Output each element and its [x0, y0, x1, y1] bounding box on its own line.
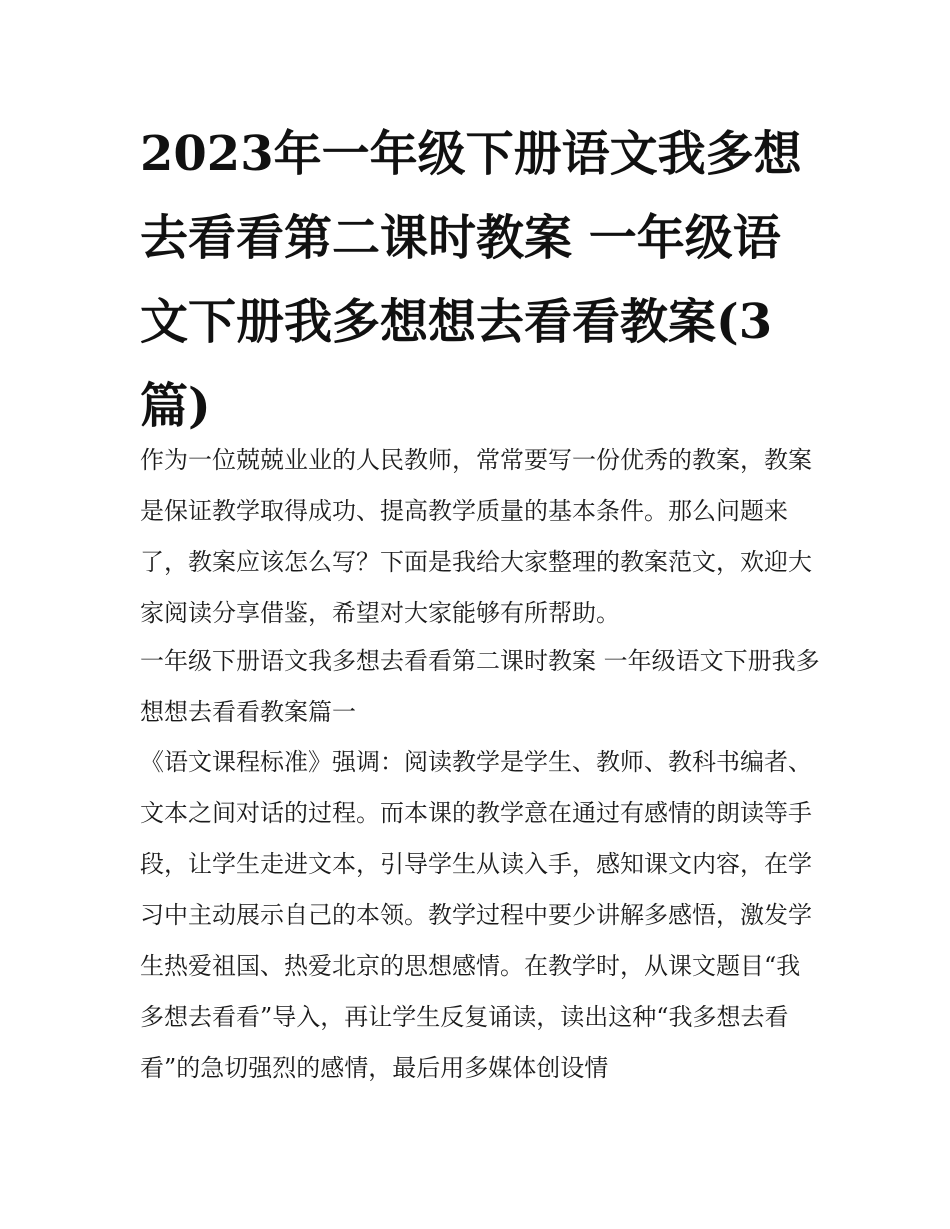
document-title: 2023年一年级下册语文我多想去看看第二课时教案 一年级语文下册我多想想去看看教案(3篇)	[140, 126, 802, 434]
body-paragraph: 《语文课程标准》强调：阅读教学是学生、教师、教科书编者、文本之间对话的过程。而本课的教学意在通过有感情的朗读等手段，让学生走进文本，引导学生从读入手，感知课文内容，在学习中主动展示自己的本领。教学过程中要少讲解多感悟，激发学生热爱祖国、热爱北京的思想感情。在教学时，从课文题目“我多想去看看”导入，再让学生反复诵读，读出这种“我多想去看看”的急切强烈的感情，最后用多媒体创设情	[140, 748, 812, 1082]
intro-paragraph: 作为一位兢兢业业的人民教师，常常要写一份优秀的教案，教案是保证教学取得成功、提高教学质量的基本条件。那么问题来了，教案应该怎么写？下面是我给大家整理的教案范文，欢迎大家阅读分享借鉴，希望对大家能够有所帮助。	[140, 446, 812, 627]
section-heading: 一年级下册语文我多想去看看第二课时教案 一年级语文下册我多想想去看看教案篇一	[140, 647, 820, 726]
